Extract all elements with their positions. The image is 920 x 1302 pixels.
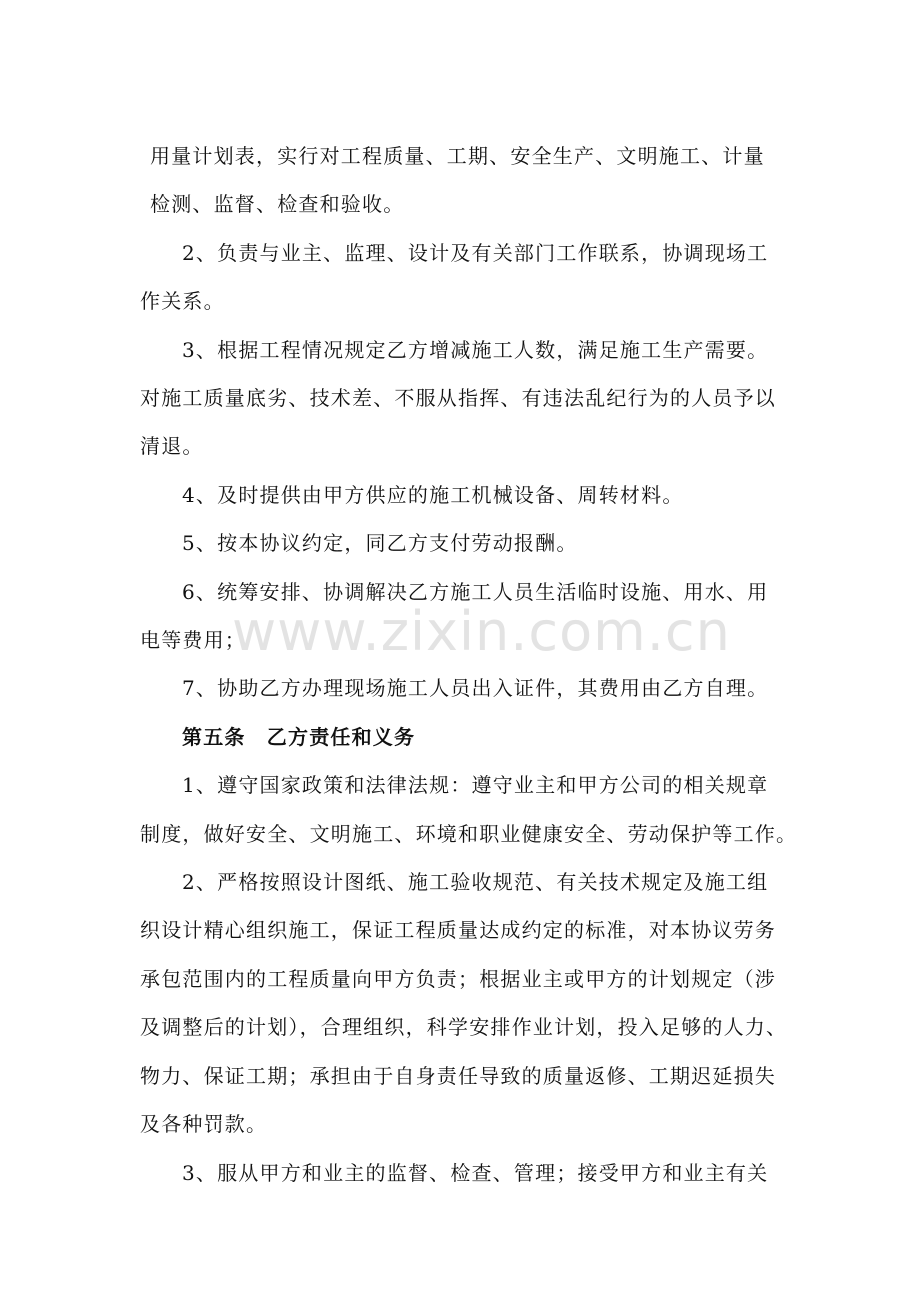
text-line: 1、遵守国家政策和法律法规：遵守业主和甲方公司的相关规章	[182, 773, 769, 797]
text-line: 电等费用；	[140, 628, 246, 652]
text-line: 制度，做好安全、文明施工、环境和职业健康安全、劳动保护等工作。	[140, 822, 798, 846]
text-line: 及调整后的计划），合理组织，科学安排作业计划，投入足够的人力、	[140, 1015, 788, 1039]
text-line: 3、根据工程情况规定乙方增减施工人数，满足施工生产需要。	[182, 338, 769, 362]
watermark: www.zixin.com.cn	[232, 600, 731, 663]
text-line: 检测、监督、检查和验收。	[150, 192, 405, 216]
text-line: 用量计划表，实行对工程质量、工期、安全生产、文明施工、计量	[150, 144, 765, 168]
text-line: 4、及时提供由甲方供应的施工机械设备、周转材料。	[182, 483, 684, 507]
text-line: 清退。	[140, 434, 204, 458]
text-line: 承包范围内的工程质量向甲方负责；根据业主或甲方的计划规定（涉	[140, 967, 776, 991]
text-line: 织设计精心组织施工，保证工程质量达成约定的标准，对本协议劳务	[140, 918, 776, 942]
section-heading: 第五条 乙方责任和义务	[182, 725, 416, 749]
text-line: 作关系。	[140, 289, 225, 313]
text-line: 6、统筹安排、协调解决乙方施工人员生活临时设施、用水、用	[182, 580, 769, 604]
text-line: 对施工质量底劣、技术差、不服从指挥、有违法乱纪行为的人员予以	[140, 386, 776, 410]
text-line: 3、服从甲方和业主的监督、检查、管理；接受甲方和业主有关	[182, 1161, 769, 1185]
text-line: 及各种罚款。	[140, 1112, 268, 1136]
text-line: 物力、保证工期；承担由于自身责任导致的质量返修、工期迟延损失	[140, 1064, 776, 1088]
text-line: 2、严格按照设计图纸、施工验收规范、有关技术规定及施工组	[182, 870, 769, 894]
text-line: 2、负责与业主、监理、设计及有关部门工作联系，协调现场工	[182, 241, 769, 265]
text-line: 5、按本协议约定，同乙方支付劳动报酬。	[182, 531, 578, 555]
text-line: 7、协助乙方办理现场施工人员出入证件，其费用由乙方自理。	[182, 676, 769, 700]
